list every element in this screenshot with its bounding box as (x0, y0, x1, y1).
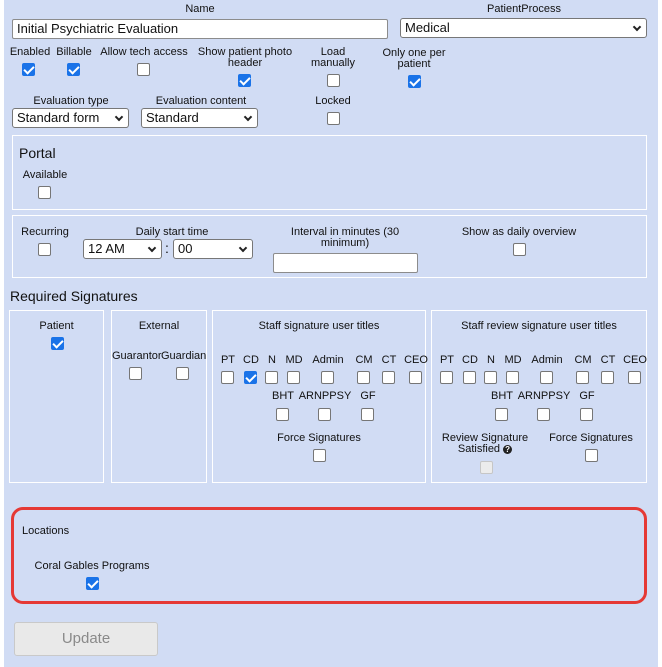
locations-title: Locations (22, 525, 70, 537)
chevron-down-icon (239, 244, 247, 252)
external-label: External (138, 320, 180, 332)
available-label: Available (22, 169, 68, 181)
review-title-checkbox[interactable] (580, 408, 593, 421)
patient-process-select[interactable] (400, 18, 647, 38)
locations-highlight (11, 507, 647, 604)
patient-signature-box (9, 310, 104, 483)
staff-title-checkbox[interactable] (287, 371, 300, 384)
review-force-label: Force Signatures (549, 432, 633, 444)
help-icon[interactable]: ? (503, 445, 512, 454)
load-manually-checkbox[interactable] (327, 74, 340, 87)
review-title-checkbox[interactable] (484, 371, 497, 384)
review-title-checkbox[interactable] (495, 408, 508, 421)
enabled-checkbox[interactable] (22, 63, 35, 76)
review-title-label: PT (439, 354, 455, 366)
staff-title-checkbox[interactable] (357, 371, 370, 384)
staff-title-checkbox[interactable] (265, 371, 278, 384)
staff-title-checkbox[interactable] (409, 371, 422, 384)
patient-process-value: Medical (405, 20, 450, 35)
name-input[interactable]: Initial Psychiatric Evaluation (12, 19, 388, 39)
staff-title-checkbox[interactable] (318, 408, 331, 421)
review-title-checkbox[interactable] (506, 371, 519, 384)
chevron-down-icon (633, 23, 641, 31)
locked-label: Locked (315, 95, 351, 107)
enabled-label: Enabled (9, 46, 51, 58)
name-label: Name (185, 3, 215, 15)
review-title-label: CEO (623, 354, 647, 366)
interval-label: Interval in minutes (30 minimum) (290, 226, 400, 249)
staff-title-label: CT (381, 354, 397, 366)
review-title-checkbox[interactable] (537, 408, 550, 421)
staff-title-label: N (268, 354, 276, 366)
review-title-checkbox[interactable] (540, 371, 553, 384)
allow-tech-label: Allow tech access (100, 46, 188, 58)
review-title-checkbox[interactable] (576, 371, 589, 384)
review-signature-title: Staff review signature user titles (461, 320, 617, 332)
evaluation-type-value: Standard form (17, 110, 100, 125)
interval-input[interactable] (273, 253, 418, 273)
staff-title-label: BHT (272, 390, 294, 402)
review-title-checkbox[interactable] (601, 371, 614, 384)
staff-title-label: ARNPPSY (298, 390, 352, 402)
only-one-label: Only one per patient (382, 47, 446, 70)
evaluation-type-label: Evaluation type (33, 95, 109, 107)
review-force-checkbox[interactable] (585, 449, 598, 462)
patient-label: Patient (39, 320, 74, 332)
staff-title-label: Admin (312, 354, 344, 366)
review-satisfied-label (440, 433, 530, 455)
guarantor-label: Guarantor (112, 350, 162, 362)
staff-force-label: Force Signatures (277, 432, 361, 444)
guardian-checkbox[interactable] (176, 367, 189, 380)
guardian-label: Guardian (161, 350, 207, 362)
patient-checkbox[interactable] (51, 337, 64, 350)
portal-title: Portal (19, 145, 56, 161)
required-signatures-title: Required Signatures (10, 288, 138, 304)
staff-title-label: CEO (404, 354, 428, 366)
guarantor-checkbox[interactable] (129, 367, 142, 380)
update-button[interactable]: Update (14, 622, 158, 656)
evaluation-content-label: Evaluation content (155, 95, 247, 107)
minute-select[interactable] (173, 239, 253, 259)
patient-process-label: PatientProcess (487, 3, 561, 15)
time-separator: : (165, 240, 169, 256)
evaluation-content-value: Standard (146, 110, 199, 125)
allow-tech-checkbox[interactable] (137, 63, 150, 76)
only-one-checkbox[interactable] (408, 75, 421, 88)
photo-header-label: Show patient photo header (197, 46, 293, 69)
recurring-checkbox[interactable] (38, 243, 51, 256)
review-title-label: GF (579, 390, 595, 402)
review-title-label: MD (504, 354, 522, 366)
review-title-label: CM (574, 354, 592, 366)
hour-select[interactable] (83, 239, 162, 259)
hour-value: 12 AM (88, 241, 125, 256)
portal-box (12, 135, 647, 210)
staff-title-checkbox[interactable] (382, 371, 395, 384)
daily-start-label: Daily start time (135, 226, 209, 238)
review-title-checkbox[interactable] (628, 371, 641, 384)
recurring-label: Recurring (21, 226, 69, 238)
chevron-down-icon (115, 113, 123, 121)
locked-checkbox[interactable] (327, 112, 340, 125)
review-title-label: Admin (531, 354, 563, 366)
billable-checkbox[interactable] (67, 63, 80, 76)
staff-title-label: PT (220, 354, 236, 366)
review-satisfied-text: Review Signature Satisfied (441, 432, 529, 455)
review-title-label: N (487, 354, 495, 366)
staff-title-label: CM (355, 354, 373, 366)
evaluation-content-select[interactable] (141, 108, 258, 128)
minute-value: 00 (178, 241, 193, 256)
chevron-down-icon (148, 244, 156, 252)
review-satisfied-checkbox (480, 461, 493, 474)
review-title-checkbox[interactable] (440, 371, 453, 384)
review-title-label: ARNPPSY (517, 390, 571, 402)
photo-header-checkbox[interactable] (238, 74, 251, 87)
daily-overview-checkbox[interactable] (513, 243, 526, 256)
staff-force-checkbox[interactable] (313, 449, 326, 462)
billable-label: Billable (56, 46, 92, 58)
staff-title-checkbox[interactable] (361, 408, 374, 421)
staff-title-checkbox[interactable] (321, 371, 334, 384)
staff-title-label: CD (243, 354, 259, 366)
staff-signature-title: Staff signature user titles (258, 320, 380, 332)
staff-title-checkbox[interactable] (276, 408, 289, 421)
staff-title-label: GF (360, 390, 376, 402)
evaluation-type-select[interactable] (12, 108, 129, 128)
review-title-label: CT (600, 354, 616, 366)
review-title-label: BHT (491, 390, 513, 402)
location-label: Coral Gables Programs (34, 560, 150, 572)
staff-title-checkbox[interactable] (244, 371, 257, 384)
staff-title-label: MD (285, 354, 303, 366)
review-title-label: CD (462, 354, 478, 366)
external-signature-box (111, 310, 207, 483)
review-title-checkbox[interactable] (463, 371, 476, 384)
load-manually-label: Load manually (310, 46, 356, 69)
daily-overview-label: Show as daily overview (461, 226, 577, 238)
available-checkbox[interactable] (38, 186, 51, 199)
staff-title-checkbox[interactable] (221, 371, 234, 384)
chevron-down-icon (244, 113, 252, 121)
